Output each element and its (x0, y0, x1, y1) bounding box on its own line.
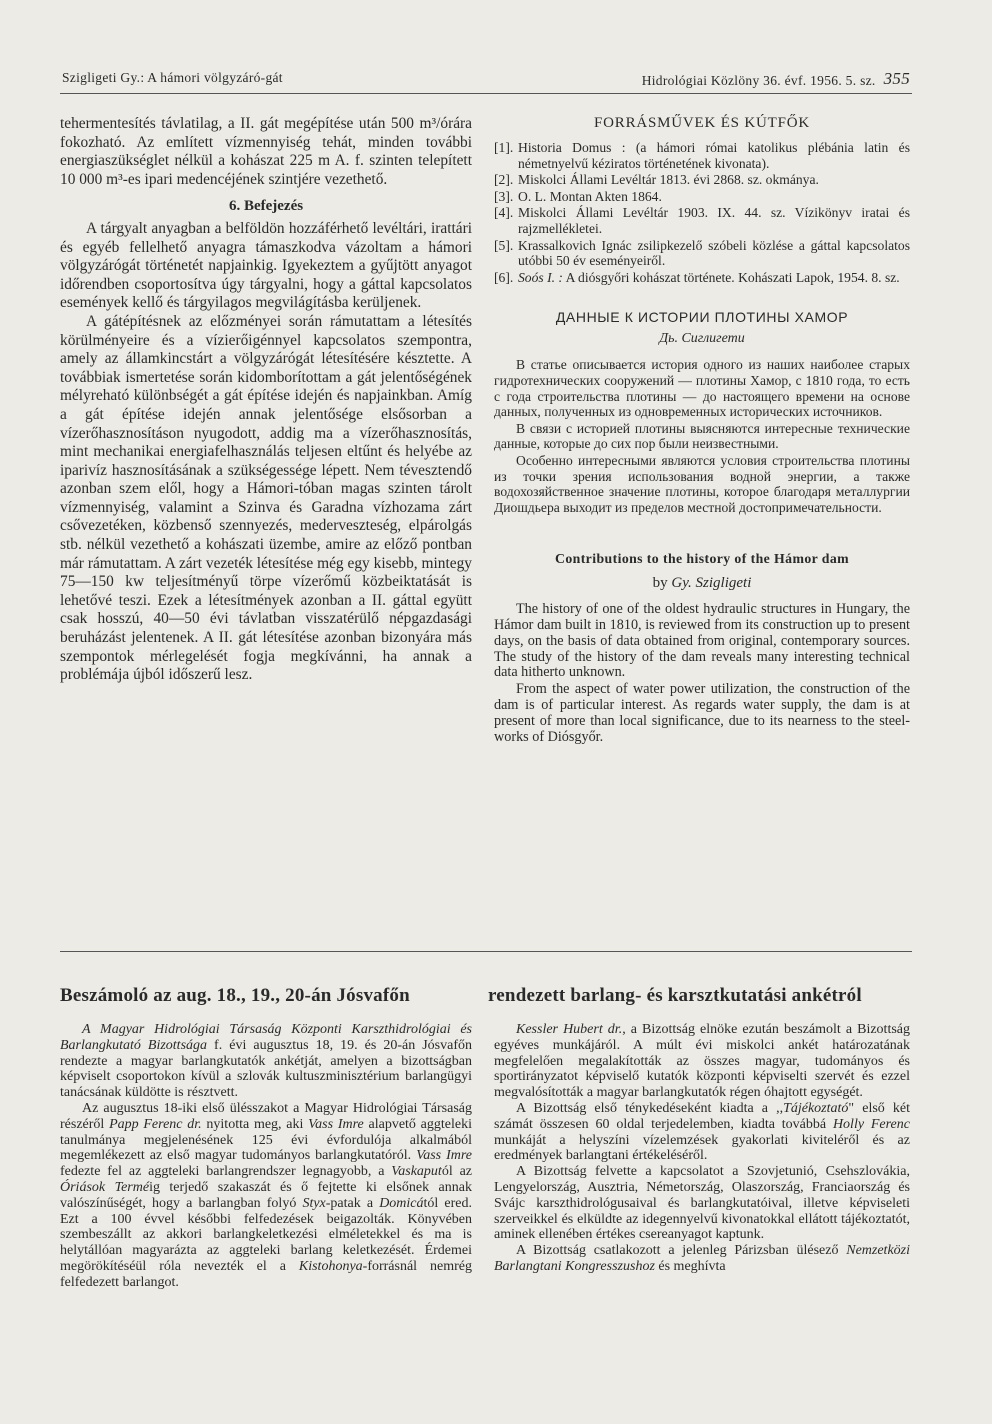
journal-info: Hidrológiai Közlöny 36. évf. 1956. 5. sz. (641, 73, 876, 88)
reference-item: [1]. Historia Domus : (a hámori római katolikus plébánia latin és németnyelvű kéziratos történetének kivonata). (494, 140, 910, 171)
reference-item: [6]. Soós I. : A diósgyőri kohászat története. Kohászati Lapok, 1954. 8. sz. (494, 269, 900, 285)
english-summary (494, 602, 910, 745)
english-paragraph: The history of one of the oldest hydraulic structures in Hungary, the Hámor dam built in 1810, is reviewed from its construction up to present days, on the basis of data obtained from original, contemporary sources. The study of the history of the dam reveals many interesting technical data hitherto unknown. (494, 601, 910, 681)
sources-title: FORRÁSMŰVEK ÉS KÚTFŐK (594, 115, 810, 131)
reference-item: [4]. Miskolci Állami Levéltár 1903. IX. 44. sz. Vízikönyv iratai és rajzmellékletei. (494, 205, 910, 236)
article-right-column (494, 1022, 910, 1275)
russian-summary-author: Дь. Сиглигети (659, 331, 745, 347)
english-paragraph: From the aspect of water power utilization, the construction of the dam is of particular interest. As regards water supply, the dam is at present of more than local significance, due to its nearness to the steel-works of Diósgyőr. (494, 681, 910, 745)
english-summary-author: by Gy. Szigligeti (652, 575, 752, 592)
article-paragraph: A Bizottság csatlakozott a jelenleg Párizsban ülésező Nemzetközi Barlangtani Kongresszushoz és meghívta (494, 1243, 910, 1274)
page-number: 355 (883, 69, 910, 88)
header-rule (60, 93, 912, 94)
article-paragraph: A Magyar Hidrológiai Társaság Központi Karszthidrológiai és Barlangkutató Bizottsága f. évi augusztus 18, 19. és 20-án Jósvafőn rendezte a magyar barlangkutatók ankétját, amelyen a bizottságban képviselt csoportokon kívül a szlovák kultuszminisztérium barlangügyi tanácsának küldötte is résztvett. (60, 1022, 473, 1101)
reference-list (494, 140, 910, 285)
running-head-right (642, 70, 910, 90)
reference-author: Soós I. : (518, 269, 563, 285)
article-title-left: Beszámoló az aug. 18., 19., 20-án Jósvafőn (60, 985, 410, 1006)
russian-paragraph: Особенно интересными являются условия строительства плотины из точки зрения использования водной энергии, а также водохозяйственное значение плотины, которое благодаря металлургии Диошдьера выходит из пределов местной достопримечательности. (494, 452, 910, 515)
left-column (60, 115, 472, 685)
russian-summary-title: ДАННЫЕ К ИСТОРИИ ПЛОТИНЫ ХАМОР (555, 309, 849, 326)
article-paragraph: A Bizottság felvette a kapcsolatot a Szovjetunió, Csehszlovákia, Lengyelország, Ausztria, Németország, Olaszország, Franciaország és Svájc karszthidrológusaival és barlangkutatóival, illetve képviseleti szerveikkel és elküldte az idegennyelvű kivonatokkal ellátott tájékoztatót, aminek ellenében értékes csereanyagot kaptunk. (494, 1164, 910, 1243)
russian-summary (494, 357, 910, 515)
reference-item: [5]. Krassalkovich Ignác zsilipkezelő szóbeli közlése a gáttal kapcsolatos utóbbi 50 év eseményeiről. (494, 237, 910, 269)
article-paragraph: Az augusztus 18-iki első ülésszakot a Magyar Hidrológiai Társaság részéről Papp Ferenc dr. nyitotta meg, aki Vass Imre alapvető aggteleki tanulmánya megjelenésének 125 évi évfordulója alkalmából megemlékezett az első magyar tudományos barlangkutatóról. Vass Imre fedezte fel az aggteleki barlangrendszer legnagyobb, a Vaskaputól az Óriások Terméig terjedő szakaszát és ő fejtette ki elsőnek annak valószínűségét, hogy a barlangban folyó Styx-patak a Domicától ered. Ezt a 100 évvel későbbi felfedezések beigazolták. Könyvében szembeszállt az akkori barlangkeletkezési elméletekkel és ma is helytállóan magyarázta az aggteleki barlang keletkezését. Érdemei megörökítéséül róla nevezték el a Kistohonya-forrásnál nemrég felfedezett barlangot. (60, 1100, 473, 1290)
section-title: 6. Befejezés (228, 198, 304, 215)
article-title-right: rendezett barlang- és karsztkutatási ankétról (488, 985, 862, 1006)
running-head-left: Szigligeti Gy.: A hámori völgyzáró-gát (62, 70, 283, 85)
conclusion-paragraph-1: A tárgyalt anyagban a belföldön hozzáférhető levéltári, irattári és egyéb fellelhető anyagra támaszkodva vázoltam a hámori völgyzárógát történetét napjainkig. Igyekeztem a gyűjtött anyagot időrendben csoportosítva úgy tárgyalni, hogy a gáttal kapcsolatos események kellő és tárgyilagos megvilágításba kerüljenek. (60, 219, 472, 312)
russian-paragraph: В статье описывается история одного из наших наиболее старых гидротехнических сооружений — плотины Хамор, с 1810 года, то есть с года строительства плотины — до настоящего времени на основе данных, полученных из одновременных исторических источников. (494, 357, 910, 420)
article-left-column (60, 1022, 472, 1291)
article-paragraph: Kessler Hubert dr., a Bizottság elnöke ezután beszámolt a Bizottság egyéves munkájáról. A múlt évi miskolci ankét határozatának megfelelően megalakították az összes magyar, tudományos és sportirányzatot képviselő kutatók központi képviselti szervét és ezzel megvalósították a magyar barlangkutatók régen óhajtott egységét. (494, 1022, 910, 1101)
russian-paragraph: В связи с историей плотины выясняются интересные технические данные, которые до сих пор были неизвестными. (494, 420, 910, 452)
intro-paragraph: tehermentesítés távlatilag, a II. gát megépítése után 500 m³/órára fokozható. Az említett vízmennyiség tehát, minden további energiaszükséglet nélkül a kohászat 225 m A. f. szinten telepített 10 000 m³-es ipari medencéjének szintjére vezethető. (60, 115, 472, 188)
reference-item: [3]. O. L. Montan Akten 1864. (494, 188, 662, 204)
english-summary-title: Contributions to the history of the Hámor dam (554, 551, 850, 567)
reference-item: [2]. Miskolci Állami Levéltár 1813. évi 2868. sz. okmánya. (494, 172, 819, 188)
right-column (494, 115, 910, 746)
conclusion-paragraph-2: A gátépítésnek az előzményei során rámutattam a létesítés körülményeire és a vízierőigénnyel kapcsolatos szempontra, amely az államkincstárt a völgyzárógát létesítésére késztette. A továbbiak ismertetése során kidomborítottam a gát jelentőségének mélyreható különbségét a gát építése idején és napjainkban. Amíg a gát építése idején annak jelentősége elsősorban a vízerőhasznosításon nyugodott, addig ma a vízerőhasznosítás, mint mechanikai energiafelhasználás teljesen eltűnt és helyébe az iparivíz hasznosításának a szükségessége lépett. Nem tévesztendő azonban szem elől, hogy a Hámori-tóban magas szinten tárolt vízmennyiség, valamint a Szinva és Garadna vízhozama zárt csővezetéken, közbenső szennyezés, mederveszteség, elpárolgás stb. nélkül vezethető a kohászati üzembe, amire az előző pontban már rámutattam. A zárt vezeték létesítése még egy kisebb, mintegy 75—150 kw teljesítményű törpe vízerőmű közbeiktatását is lehetővé teszi. Ezek a létesítmények azonban a II. gáttal együtt csak hosszú, 40—50 évi távlatban visszatérülő népgazdasági beruházást jelentenek. A II. gát létesítése azonban bizonyára más szempontok mérlegelését fogja megkívánni, ha annak a problémája újból időszerű lesz. (60, 312, 472, 684)
section-divider (60, 951, 912, 952)
article-paragraph: A Bizottság első ténykedéseként kiadta a ,,Tájékoztató" első két számát összesen 60 oldal terjedelemben, kiadta továbbá Holly Ferenc munkáját a helyszíni vízelemzések gyakorlati kiviteléről és az eredmények barlangtani értékeléséről. (494, 1100, 910, 1164)
